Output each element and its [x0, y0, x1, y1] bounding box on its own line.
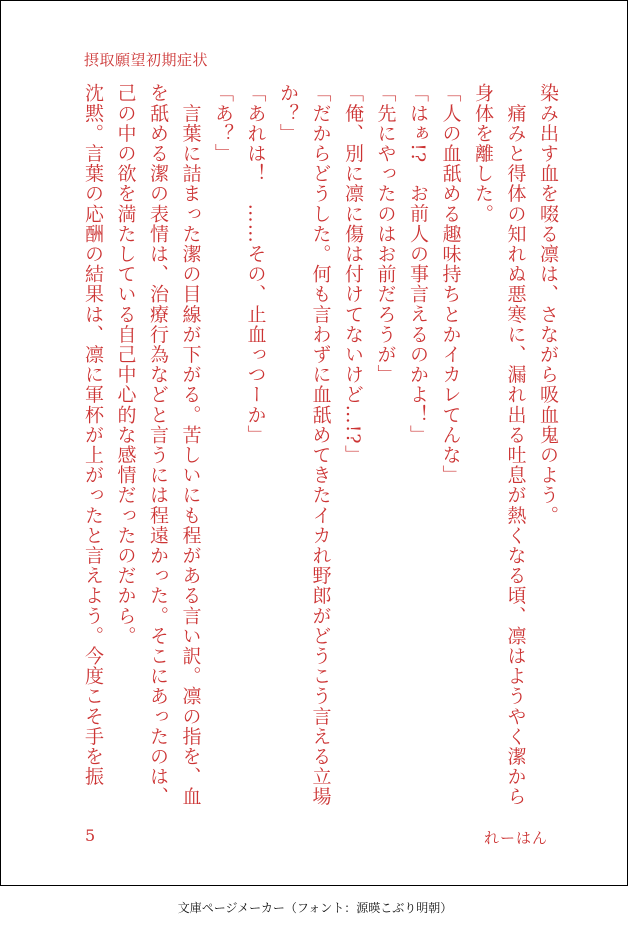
- vertical-text-body: [77, 83, 565, 807]
- text-line: 「俺、別に凛に傷は付けてないけど…!?」: [342, 83, 364, 465]
- text-line: を舐める潔の表情は、治療行為などと言うには程遠かった。そこにあったのは、: [147, 83, 169, 807]
- text-line: 染み出す血を啜る凛は、さながら吸血鬼のよう。: [537, 83, 559, 526]
- text-line: 「先にやったのはお前だろうが」: [374, 83, 397, 385]
- text-line: 痛みと得体の知れぬ悪寒に、漏れ出る吐息が熱くなる頃、凛はようやく潔から: [504, 83, 527, 807]
- text-line: 身体を離した。: [472, 83, 494, 224]
- text-line: 「はぁ!? お前人の事言えるのかよ！」: [407, 83, 429, 445]
- text-line: 「あれは！ ……その、止血っつーか」: [244, 83, 267, 445]
- running-title: 摂取願望初期症状: [84, 51, 209, 69]
- text-line: 言葉に詰まった潔の目線が下がる。苦しいにも程がある言い訳。凛の指を、血: [179, 83, 202, 807]
- text-line: 「あ？」: [212, 83, 234, 164]
- text-line: 「だからどうした。何も言わずに血舐めてきたイカれ野郎がどうこう言える立場: [309, 83, 332, 807]
- text-line: か？」: [277, 83, 299, 144]
- text-line: 己の中の欲を満たしている自己中心的な感情だったのだから。: [114, 83, 137, 646]
- page-number: 5: [85, 826, 96, 845]
- text-line: 沈黙。言葉の応酬の結果は、凛に軍杯が上がったと言えよう。今度こそ手を振: [82, 83, 104, 787]
- generator-credit: 文庫ページメーカー（フォント：源暎こぶり明朝）: [177, 901, 453, 915]
- author-name: れーはん: [484, 829, 549, 847]
- text-line: 「人の血舐める趣味持ちとかイカレてんな」: [439, 83, 462, 485]
